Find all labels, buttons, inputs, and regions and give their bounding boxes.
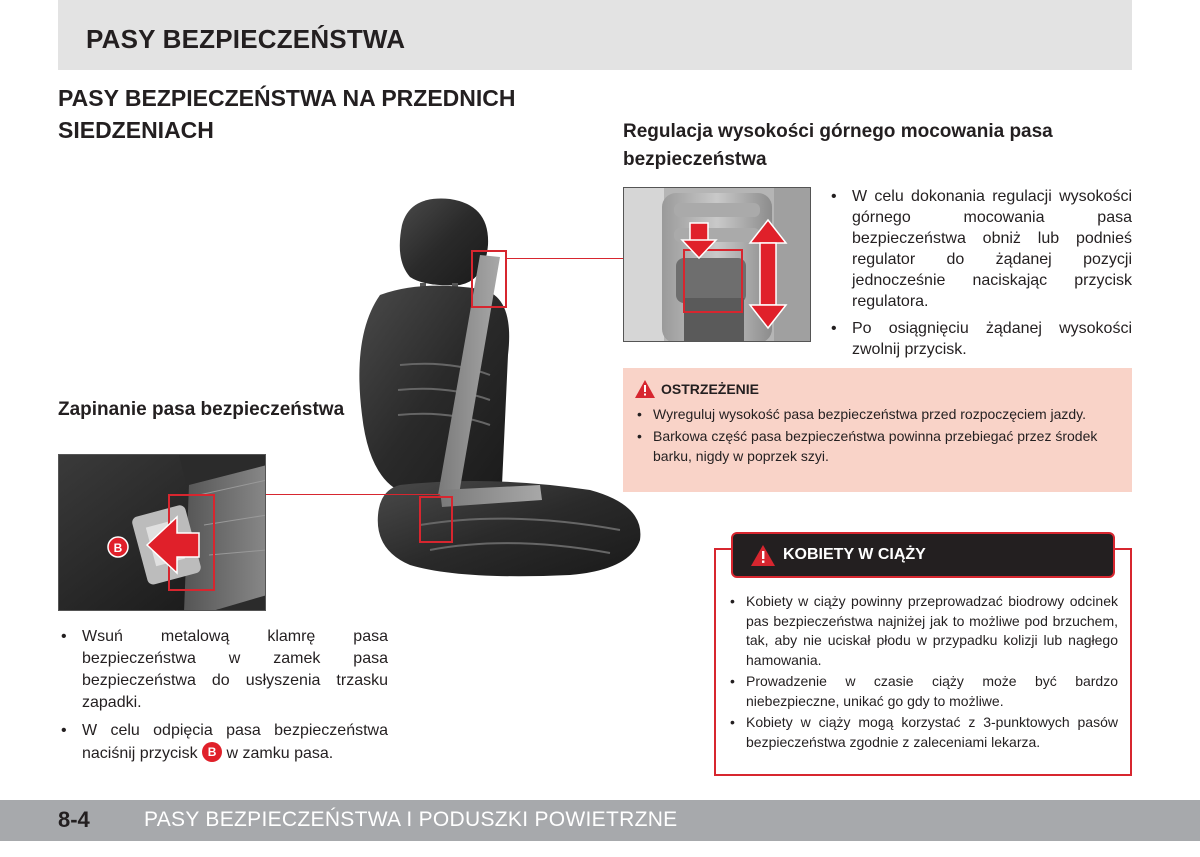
list-item: • Kobiety w ciąży powinny przeprowadzać biodrowy odcinek pas bezpieczeństwa najniżej jak to możliwe pod brzuchem, tak, aby nie uciskał płodu w przypadku kolizji lub nagłego hamowania. xyxy=(728,592,1118,670)
pregnancy-text xyxy=(728,592,1118,754)
adjust-heading: Regulacja wysokości górnego mocowania pasa bezpieczeństwa xyxy=(623,121,1053,170)
list-item xyxy=(58,720,388,765)
button-b-badge: B xyxy=(202,742,222,762)
list-item: • Po osiągnięciu żądanej wysokości zwolnij przycisk. xyxy=(828,318,1132,360)
warning-box xyxy=(623,368,1132,492)
release-text-prefix: W celu odpięcia pasa bezpieczeństwa naciśnij przycisk xyxy=(82,722,388,762)
chapter-title: PASY BEZPIECZEŃSTWA I PODUSZKI POWIETRZNE xyxy=(144,808,678,831)
seat-photo xyxy=(340,185,650,580)
pregnancy-header xyxy=(731,532,1115,578)
list-item: • Wsuń metalową klamrę pasa bezpieczeństwa w zamek pasa bezpieczeństwa do usłyszenia trzasku zapadki. xyxy=(58,626,388,714)
list-item: • Wyreguluj wysokość pasa bezpieczeństwa przed rozpoczęciem jazdy. xyxy=(635,404,1120,424)
button-b-marker: B xyxy=(113,541,123,555)
pregnancy-title: KOBIETY W CIĄŻY xyxy=(783,546,926,563)
page-header-title: PASY BEZPIECZEŃSTWA xyxy=(86,24,406,54)
buckle-photo xyxy=(58,454,266,611)
list-item: • Barkowa część pasa bezpieczeństwa powinna przebiegać przez środek barku, nigdy w poprzek szyi. xyxy=(635,426,1120,466)
footer-banner xyxy=(0,800,1200,841)
page-number: 8-4 xyxy=(58,807,90,832)
list-item: • W celu dokonania regulacji wysokości górnego mocowania pasa bezpieczeństwa obniż lub podnieś regulator do żądanej pozycji jednocześnie naciskając przycisk regulatora. xyxy=(828,186,1132,312)
fasten-instructions xyxy=(58,626,388,771)
height-adjuster-photo xyxy=(623,187,811,342)
leader-line-buckle xyxy=(266,494,440,495)
list-item: • Kobiety w ciąży mogą korzystać z 3-punktowych pasów bezpieczeństwa zgodnie z zaleceniami lekarza. xyxy=(728,713,1118,752)
header-banner xyxy=(58,0,1132,70)
list-item: • Prowadzenie w czasie ciąży może być bardzo niebezpieczne, unikać go gdy to możliwe. xyxy=(728,672,1118,711)
adjust-instructions xyxy=(828,186,1132,366)
section-title: PASY BEZPIECZEŃSTWA NA PRZEDNICH SIEDZENIACH xyxy=(58,85,516,143)
leader-line-adjuster xyxy=(506,258,623,259)
warning-triangle-icon xyxy=(751,545,775,566)
warning-title: OSTRZEŻENIE xyxy=(661,381,760,397)
fasten-heading: Zapinanie pasa bezpieczeństwa xyxy=(58,399,345,420)
release-text-suffix: w zamku pasa. xyxy=(226,745,334,762)
